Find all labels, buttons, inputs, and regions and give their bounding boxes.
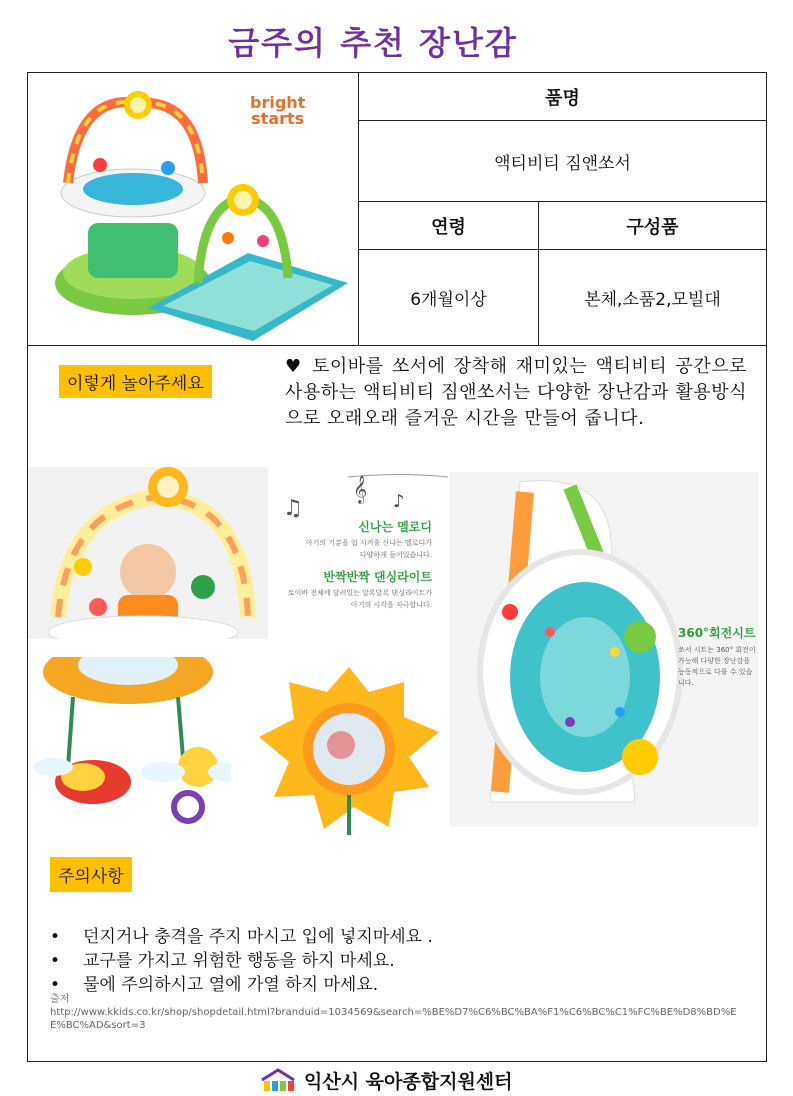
age-value: 6개월이상: [358, 249, 539, 346]
melody-desc-2: 다양하게 들어있습니다.: [359, 551, 432, 559]
brand-logo-line1: bright: [250, 93, 306, 112]
svg-text:♪: ♪: [393, 491, 405, 512]
feature-photo-mirror: [249, 657, 450, 835]
brand-logo-line2: starts: [251, 109, 305, 128]
footer: [258, 1065, 513, 1095]
melody-desc-1: 아기의 기분을 업 시켜줄 신나는 멜로디가: [305, 539, 432, 547]
brand-logo: [250, 95, 305, 127]
center-logo-icon: [258, 1066, 298, 1094]
list-item: • 물에 주의하시고 열에 가열 하지 마세요.: [50, 975, 379, 995]
caution-item-3: 물에 주의하시고 열에 가열 하지 마세요.: [83, 975, 379, 995]
feature-photo-seat: [450, 472, 758, 827]
feature-photo-lights: [28, 467, 450, 639]
list-item: • 교구를 가지고 위험한 행동을 하지 마세요.: [50, 951, 395, 971]
page-title: 금주의 추천 장난감: [228, 24, 518, 62]
svg-text:♫: ♫: [283, 496, 303, 521]
caution-item-2: 교구를 가지고 위험한 행동을 하지 마세요.: [83, 951, 395, 971]
list-item: • 던지거나 충격을 주지 마시고 입에 넣지마세요 .: [50, 927, 433, 947]
caution-list: [50, 925, 750, 997]
light-desc-1: 토이바 전체에 달려있는 알록달록 댄싱라이트가: [287, 589, 432, 597]
source-url[interactable]: http://www.kkids.co.kr/shop/shopdetail.html?branduid=1034569&search=%BE%D7%C6%BC%BA%F1%C6%BC%C1%FC%BE%D8%BD%EE%BC%AD&sort=3: [50, 1007, 737, 1031]
product-image: [28, 73, 358, 345]
parts-value: 본체,소품2,모빌대: [538, 249, 767, 346]
source-note: [50, 993, 740, 1032]
parts-header: 구성품: [538, 201, 767, 250]
caution-tag: 주의사항: [50, 857, 132, 892]
seat-desc-3: 능동적으로 다룰 수 있습니다.: [678, 668, 753, 687]
name-header: 품명: [358, 72, 767, 121]
seat-desc-1: 쏘서 시트는 360° 회전이: [678, 646, 756, 654]
light-desc-2: 아기의 시각을 자극합니다.: [350, 601, 432, 609]
play-description: ♥ 토이바를 쏘서에 장착해 재미있는 액티비티 공간으로 사용하는 액티비티 짐앤쏘서는 다양한 장난감과 활용방식으로 오래오래 즐거운 시간을 만들어 줍니다.: [285, 356, 747, 429]
seat-desc-2: 가능해 다양한 장난감을: [678, 657, 751, 665]
seat-title: 360°회전시트: [678, 626, 756, 640]
age-header: 연령: [358, 201, 539, 250]
feature-photo-toys: [28, 657, 231, 835]
melody-title: 신나는 멜로디: [358, 520, 432, 534]
divider: [27, 345, 767, 346]
source-label: 출저: [50, 994, 70, 1005]
caution-item-1: 던지거나 충격을 주지 마시고 입에 넣지마세요 .: [83, 927, 433, 947]
light-title: 반짝반짝 댄싱라이트: [323, 570, 432, 584]
play-tag: 이렇게 놀아주세요: [59, 365, 212, 398]
name-value: 액티비티 짐앤쏘서: [358, 120, 767, 202]
footer-org-name: 익산시 육아종합지원센터: [304, 1070, 513, 1093]
svg-text:𝄞: 𝄞: [353, 475, 368, 503]
